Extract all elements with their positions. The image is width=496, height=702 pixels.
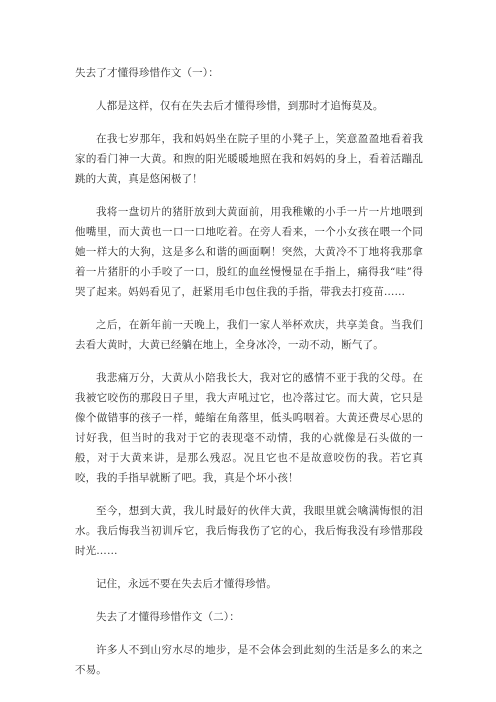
paragraph: 我将一盘切片的猪肝放到大黄面前，用我稚嫩的小手一片一片地喂到他嘴里，而大黄也一口一口地吃着。在旁人看来，一个小女孩在喂一个同她一样大的大狗，这是多么和谐的画面啊！突然，大黄冷不丁地将我那拿着一片猪肝的小手咬了一口，殷红的血丝慢慢显在手指上，痛得我“哇”得哭了起来。妈妈看见了，赶紧用毛巾包住我的手指，带我去打疫苗…… bbox=[75, 206, 423, 298]
paragraph: 在我七岁那年，我和妈妈坐在院子里的小凳子上，笑意盈盈地看着我家的看门神一大黄。和煦的阳光暖暖地照在我和妈妈的身上，看着活蹦乱跳的大黄，真是悠闲极了！ bbox=[75, 133, 423, 185]
paragraph: 至今，想到大黄，我儿时最好的伙伴大黄，我眼里就会噙满悔恨的泪水。我后悔我当初训斥它，我后悔我伤了它的心，我后悔我没有珍惜那段时光…… bbox=[75, 505, 423, 557]
essay-heading-1: 失去了才懂得珍惜作文（一）： bbox=[75, 67, 219, 79]
paragraph: 记住，永远不要在失去后才懂得珍惜。 bbox=[96, 578, 278, 590]
paragraph: 人都是这样，仅有在失去后才懂得珍惜，到那时才追悔莫及。 bbox=[96, 100, 384, 112]
paragraph: 我悲痛万分，大黄从小陪我长大，我对它的感情不亚于我的父母。在我被它咬伤的那段日子里，我大声吼过它，也冷落过它。而大黄，它只是像个做错事的孩子一样，蜷缩在角落里，低头呜咽着。大黄还费尽心思的讨好我，但当时的我对于它的表现毫不动情，我的心就像是石头做的一般，对于大黄来讲，是那么残忍。况且它也不是故意咬伤的我。若它真咬，我的手指早就断了吧。我，真是个坏小孩！ bbox=[75, 372, 423, 484]
essay-heading-2: 失去了才懂得珍惜作文（二）： bbox=[96, 611, 240, 623]
paragraph: 之后，在新年前一天晚上，我们一家人举杯欢庆，共享美食。当我们去看大黄时，大黄已经躺在地上，全身冰冷，一动不动，断气了。 bbox=[75, 319, 423, 351]
document-body bbox=[75, 63, 423, 680]
paragraph: 许多人不到山穷水尽的地步，是不会体会到此刻的生活是多么的来之不易。 bbox=[75, 644, 423, 676]
